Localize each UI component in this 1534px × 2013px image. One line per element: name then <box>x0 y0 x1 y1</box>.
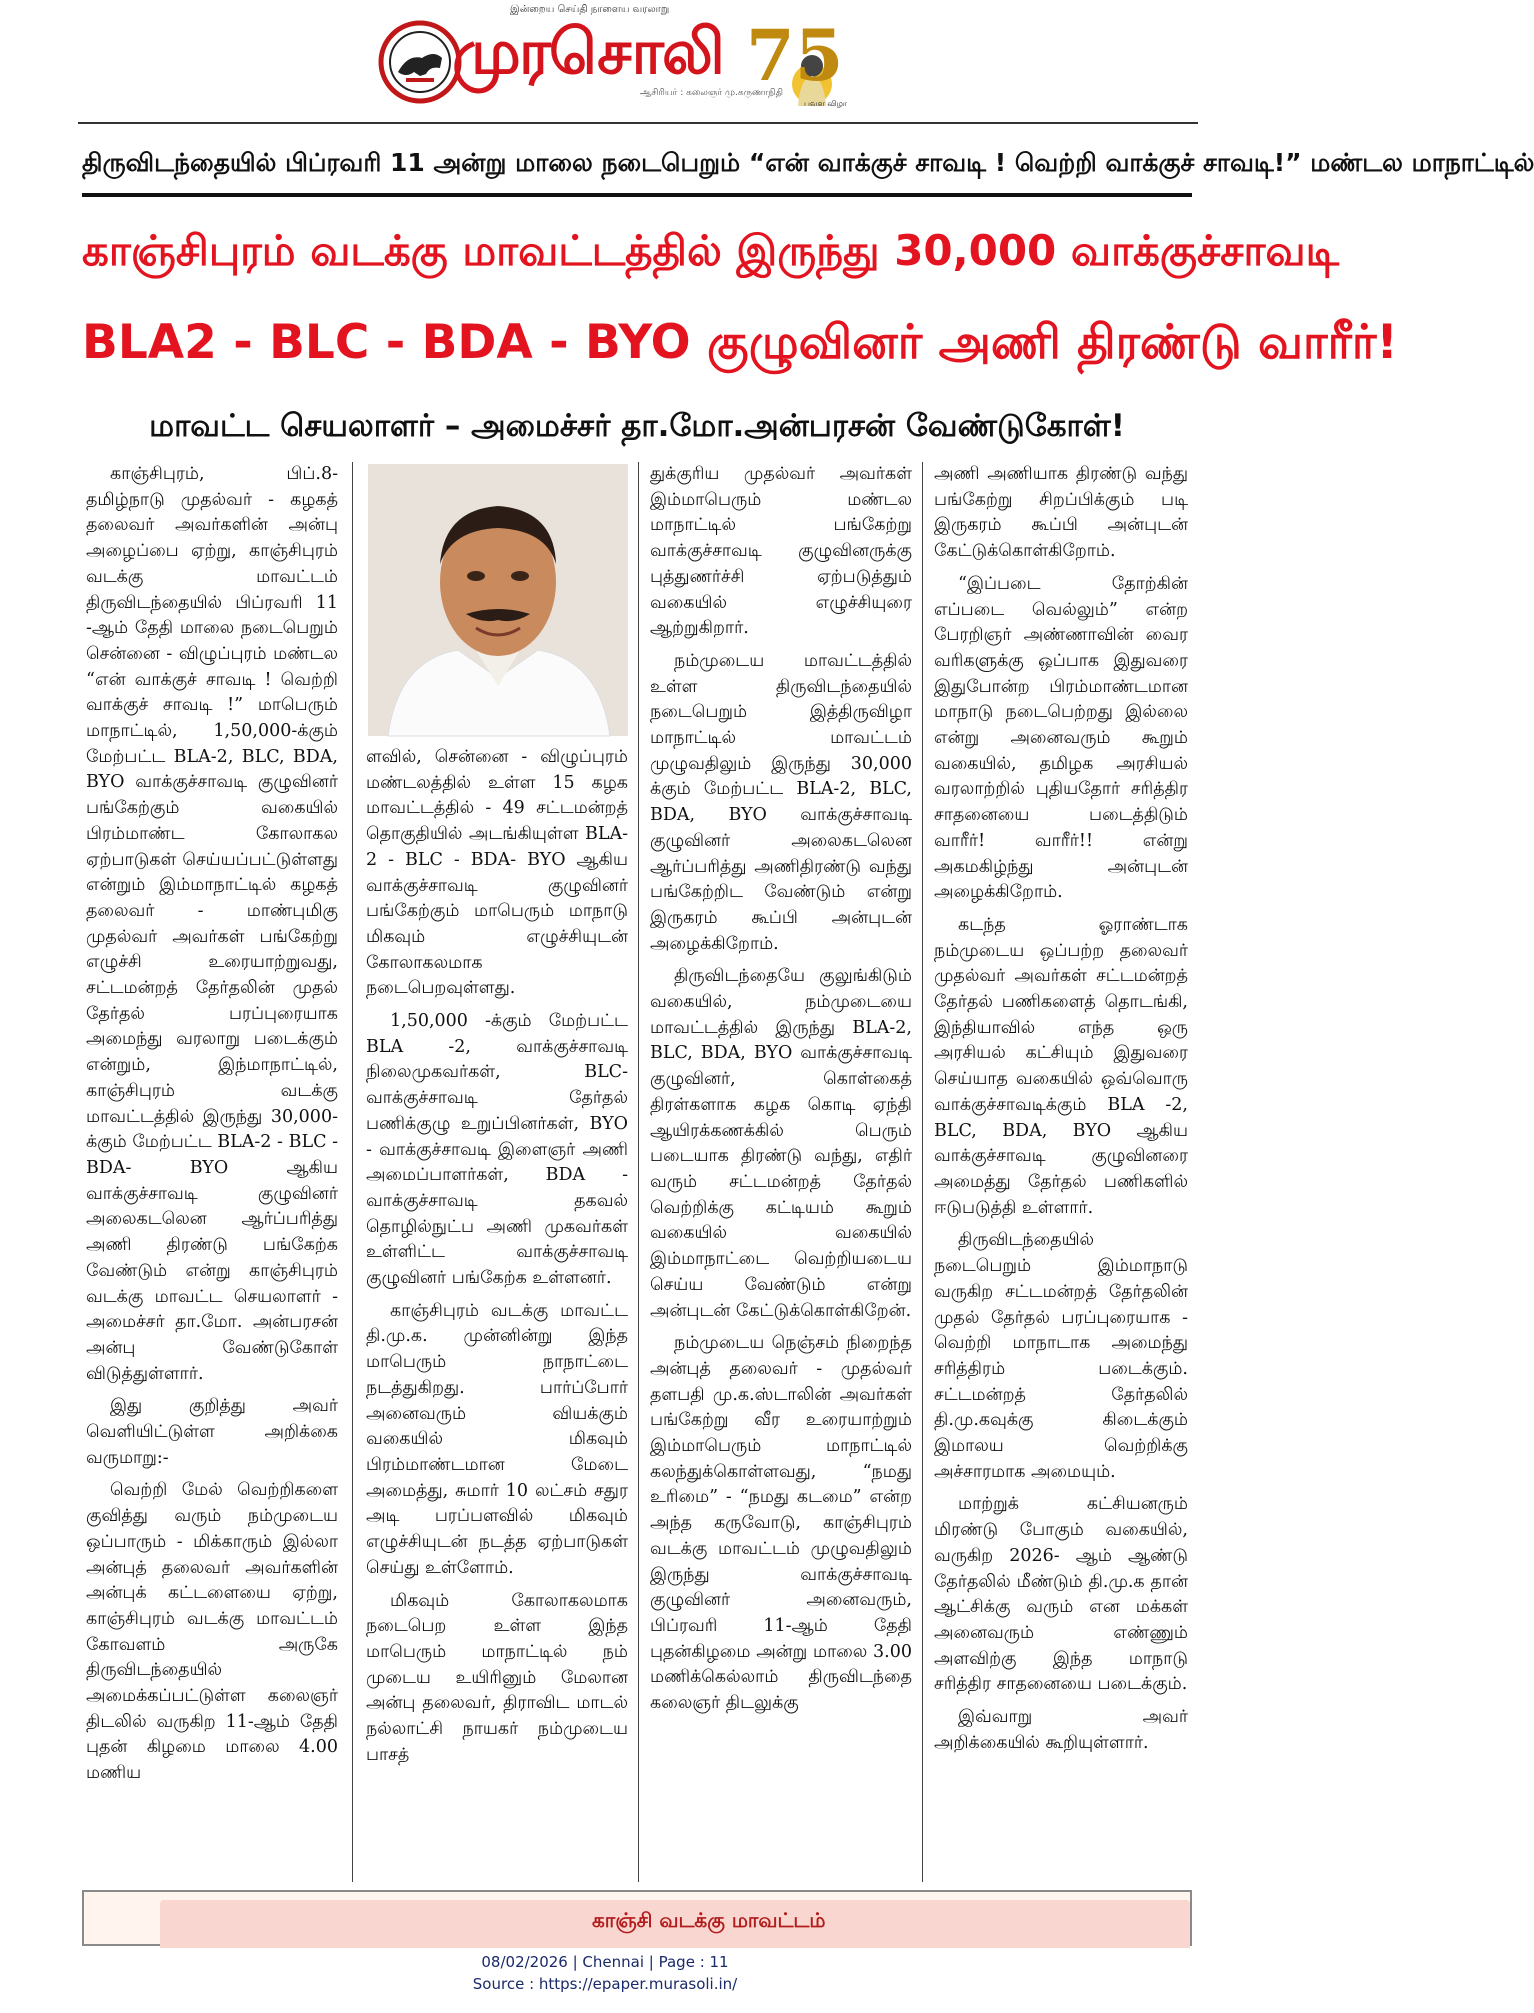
paragraph: வெற்றி மேல் வெற்றிகளை குவித்து வரும் நம்முடைய ஒப்பாரும் - மிக்காரும் இல்லா அன்புத் தலைவர் அவர்களின் அன்புக் கட்டளையை ஏற்று, காஞ்சிபுரம் வடக்கு மாவட்டம் கோவளம் அருகே திருவிடந்தையில் அமைக்கப்பட்டுள்ள கலைஞர் திடலில் வருகிற 11-ஆம் தேதி புதன் கிழமை மாலை 4.00 மணிய <box>86 1480 338 1784</box>
minister-photo <box>368 464 628 736</box>
article-kicker: திருவிடந்தையில் பிப்ரவரி 11 அன்று மாலை நடைபெறும் “என் வாக்குச் சாவடி ! வெற்றி வாக்குச் சாவடி!” மண்டல மாநாட்டில் <box>82 148 1534 177</box>
headline-line-1: காஞ்சிபுரம் வடக்கு மாவட்டத்தில் இருந்து 30,000 வாக்குச்சாவடி <box>82 226 1340 275</box>
emblem-icon <box>378 20 462 104</box>
paragraph: காஞ்சிபுரம், பிப்.8- தமிழ்நாடு முதல்வர் - கழகத் தலைவர் அவர்களின் அன்பு அழைப்பை ஏற்று, காஞ்சிபுரம் வடக்கு மாவட்டம் திருவிடந்தையில் பிப்ரவரி 11 -ஆம் தேதி மாலை நடைபெறும் சென்னை - விழுப்புரம் மண்டல “என் வாக்குச் சாவடி ! வெற்றி வாக்குச் சாவடி !” மாபெரும் மாநாட்டில், 1,50,000-க்கும் மேற்பட்ட BLA-2, BLC, BDA, BYO வாக்குச்சாவடி குழுவினர் பங்கேற்கும் வகையில் பிரம்மாண்ட கோலாகல ஏற்பாடுகள் செய்யப்பட்டுள்ளது என்றும் இம்மாநாட்டில் கழகத் தலைவர் - மாண்புமிகு முதல்வர் அவர்கள் பங்கேற்று எழுச்சி உரையாற்றுவது, சட்டமன்றத் தேர்தலின் முதல் தேர்தல் பரப்புரையாக அமைந்து வரலாறு படைக்கும் என்றும், இந்மாநாட்டில், காஞ்சிபுரம் வடக்கு மாவட்டத்தில் இருந்து 30,000-க்கும் மேற்பட்ட BLA-2 - BLC - BDA- BYO ஆகிய வாக்குச்சாவடி குழுவினர் அலைகடலென ஆர்ப்பரித்து அணி திரண்டு பங்கேற்க வேண்டும் என்று காஞ்சிபுரம் வடக்கு மாவட்ட செயலாளர் - அமைச்சர் தா.மோ. அன்பரசன் அன்பு வேண்டுகோள் விடுத்துள்ளார். <box>86 464 338 1384</box>
paragraph: திருவிடந்தையே குலுங்கிடும் வகையில், நம்முடையை மாவட்டத்தில் இருந்து BLA-2, BLC, BDA, BYO வாக்குச்சாவடி குழுவினர், கொள்கைத் திரள்களாக கழக கொடி ஏந்தி ஆயிரக்கணக்கில் பெரும் படையாக திரண்டு வந்து, எதிர் வரும் சட்டமன்றத் தேர்தல் வெற்றிக்கு கட்டியம் கூறும் வகையில் வகையில் இம்மாநாட்டை வெற்றியடைய செய்ய வேண்டும் என்று அன்புடன் கேட்டுக்கொள்கிறேன். <box>650 966 912 1321</box>
column-rule <box>638 462 639 1882</box>
article-column-4 <box>934 462 1188 1882</box>
paragraph: கடந்த ஓராண்டாக நம்முடைய ஒப்பற்ற தலைவர் முதல்வர் அவர்கள் சட்டமன்றத் தேர்தல் பணிகளைத் தொடங்கி, இந்தியாவில் எந்த ஒரு அரசியல் கட்சியும் இதுவரை செய்யாத வகையில் ஒவ்வொரு வாக்குச்சாவடிக்கும் BLA -2, BLC, BDA, BYO ஆகிய வாக்குச்சாவடி குழுவினரை அமைத்து தேர்தல் பணிகளில் ஈடுபடுத்தி உள்ளார். <box>934 914 1188 1218</box>
portrait-image <box>368 464 628 736</box>
paragraph: காஞ்சிபுரம் வடக்கு மாவட்ட தி.மு.க. முன்னின்று இந்த மாபெரும் நாநாட்டை நடத்துகிறது. பார்ப்போர் அனைவரும் வியக்கும் வகையில் மிகவும் பிரம்மாண்டமான மேடை அமைத்து, சுமார் 10 லட்சம் சதுர அடி பரப்பளவில் மிகவும் எழுச்சியுடன் நடத்த ஏற்பாடுகள் செய்து உள்ளோம். <box>366 1300 628 1578</box>
paragraph: இது குறித்து அவர் வெளியிட்டுள்ள அறிக்கை வருமாறு:- <box>86 1396 338 1468</box>
anniversary-text: பவள விழா <box>804 99 848 108</box>
article-column-2 <box>366 745 628 1883</box>
masthead <box>360 4 848 119</box>
top-rule <box>78 122 1198 124</box>
sub-headline: மாவட்ட செயலாளர் – அமைச்சர் தா.மோ.அன்பரசன் வேண்டுகோள்! <box>149 408 1125 444</box>
anniversary-number: 75 <box>746 14 844 97</box>
paragraph: மிகவும் கோலாகலமாக நடைபெற உள்ள இந்த மாபெரும் மாநாட்டில் நம் முடைய உயிரினும் மேலான அன்பு தலைவர், திராவிட மாடல் நல்லாட்சி நாயகர் நம்முடைய பாசத் <box>366 1590 628 1765</box>
kicker-rule <box>82 193 1192 197</box>
paragraph: 1,50,000 -க்கும் மேற்பட்ட BLA -2, வாக்குச்சாவடி நிலைமுகவர்கள், BLC-வாக்குச்சாவடி தேர்தல் பணிக்குழு உறுப்பினர்கள், BYO - வாக்குச்சாவடி இளைஞர் அணி அமைப்பாளர்கள், BDA - வாக்குச்சாவடி தகவல் தொழில்நுட்ப அணி முகவர்கள் உள்ளிட்ட வாக்குச்சாவடி குழுவினர் பங்கேற்க உள்ளனர். <box>366 1011 628 1289</box>
paragraph: “இப்படை தோற்கின் எப்படை வெல்லும்” என்ற பேரறிஞர் அண்ணாவின் வைர வரிகளுக்கு ஒப்பாக இதுவரை இதுபோன்ற பிரம்மாண்டமான மாநாடு நடைபெற்றது இல்லை என்று அனைவரும் கூறும் வகையில், தமிழக அரசியல் வரலாற்றில் புதியதோர் சரித்திர சாதனையை படைத்திடும் வாரீர்! வாரீர்!! என்று அகமகிழ்ந்து அன்புடன் அழைக்கிறோம். <box>934 573 1188 903</box>
column-rule <box>922 462 923 1882</box>
paragraph: ளவில், சென்னை - விழுப்புரம் மண்டலத்தில் உள்ள 15 கழக மாவட்டத்தில் - 49 சட்டமன்றத் தொகுதியில் அடங்கியுள்ள BLA-2 - BLC - BDA- BYO ஆகிய வாக்குச்சாவடி குழுவினர் பங்கேற்கும் மாபெரும் மாநாடு மிகவும் எழுச்சியுடன் கோலாகலமாக நடைபெறவுள்ளது. <box>366 747 628 999</box>
paragraph: அணி அணியாக திரண்டு வந்து பங்கேற்று சிறப்பிக்கும் படி இருகரம் கூப்பி அன்புடன் கேட்டுக்கொள்கிறோம். <box>934 464 1188 562</box>
masthead-tagline: இன்றைய செய்தி நாளைய வரலாறு <box>510 4 670 15</box>
column-rule <box>352 462 353 1882</box>
paragraph: மாற்றுக் கட்சியனரும் மிரண்டு போகும் வகையில், வருகிற 2026- ஆம் ஆண்டு தேர்தலில் மீண்டும் தி.மு.க தான் ஆட்சிக்கு வரும் என மக்கள் அனைவரும் எண்ணும் அளவிற்கு இந்த மாநாடு சரித்திர சாதனையை படைக்கும். <box>934 1494 1188 1695</box>
advertisement-strip <box>82 1890 1192 1946</box>
masthead-subtitle: ஆசிரியர் : கலைஞர் மு.கருணாநிதி <box>640 88 783 98</box>
paragraph: திருவிடந்தையில் நடைபெறும் இம்மாநாடு வருகிற சட்டமன்றத் தேர்தலின் முதல் தேர்தல் பரப்புரையாக - வெற்றி மாநாடாக அமைந்து சரித்திரம் படைக்கும். சட்டமன்றத் தேர்தலில் தி.மு.கவுக்கு கிடைக்கும் இமாலய வெற்றிக்கு அச்சாரமாக அமையும். <box>934 1230 1188 1482</box>
paragraph: நம்முடைய மாவட்டத்தில் உள்ள திருவிடந்தையில் நடைபெறும் இத்திருவிழா மாநாட்டில் மாவட்டம் முழுவதிலும் இருந்து 30,000 க்கும் மேற்பட்ட BLA-2, BLC, BDA, BYO வாக்குச்சாவடி குழுவினர் அலைகடலென ஆர்ப்பரித்து அணிதிரண்டு வந்து பங்கேற்றிட வேண்டும் என்று இருகரம் கூப்பி அன்புடன் அழைக்கிறோம். <box>650 650 912 954</box>
paragraph: துக்குரிய முதல்வர் அவர்கள் இம்மாபெரும் மண்டல மாநாட்டில் பங்கேற்று வாக்குச்சாவடி குழுவினருக்கு புத்துணர்ச்சி ஏற்படுத்தும் வகையில் எழுச்சியுரை ஆற்றுகிறார். <box>650 464 912 639</box>
advertisement-text: காஞ்சி வடக்கு மாவட்டம் <box>592 1908 826 1932</box>
masthead-name: முரசொலி <box>452 15 723 88</box>
footer-source: Source : https://epaper.murasoli.in/ <box>472 1975 738 1993</box>
footer-date-page: 08/02/2026 | Chennai | Page : 11 <box>481 1953 729 1971</box>
article-column-1 <box>86 462 338 1882</box>
article-column-3 <box>650 462 912 1882</box>
paragraph: நம்முடைய நெஞ்சம் நிறைந்த அன்புத் தலைவர் - முதல்வர் தளபதி மு.க.ஸ்டாலின் அவர்கள் பங்கேற்று வீர உரையாற்றும் இம்மாபெரும் மாநாட்டில் கலந்துக்கொள்ளவது, “நமது உரிமை” - “நமது கடமை” என்ற அந்த கருவோடு, காஞ்சிபுரம் வடக்கு மாவட்டம் முழுவதிலும் இருந்து வாக்குச்சாவடி குழுவினர் அனைவரும், பிப்ரவரி 11-ஆம் தேதி புதன்கிழமை அன்று மாலை 3.00 மணிக்கெல்லாம் திருவிடந்தை கலைஞர் திடலுக்கு <box>650 1333 912 1714</box>
paragraph: இவ்வாறு அவர் அறிக்கையில் கூறியுள்ளார். <box>934 1707 1188 1753</box>
headline-line-2: BLA2 - BLC - BDA - BYO குழுவினர் அணி திரண்டு வாரீர்! <box>82 315 1398 370</box>
anniversary-badge <box>742 6 848 110</box>
